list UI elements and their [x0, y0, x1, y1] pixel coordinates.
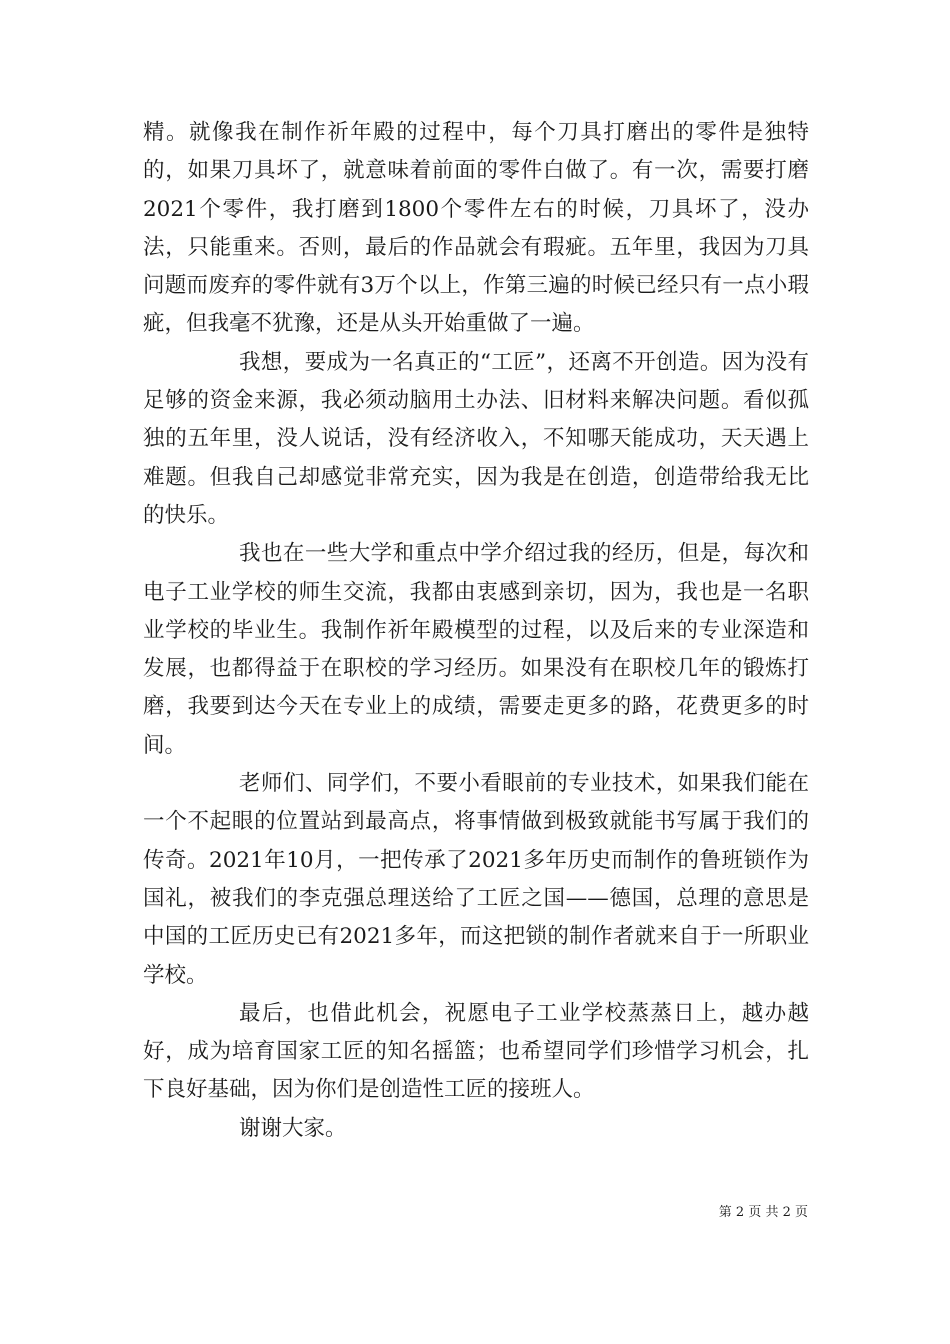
document-body — [143, 114, 809, 1148]
paragraph-continued: 精。就像我在制作祈年殿的过程中，每个刀具打磨出的零件是独特的，如果刀具坏了，就意味着前面的零件白做了。有一次，需要打磨2021个零件，我打磨到1800个零件左右的时候，刀具坏了，没办法，只能重来。否则，最后的作品就会有瑕疵。五年里，我因为刀具问题而废弃的零件就有3万个以上，作第三遍的时候已经只有一点小瑕疵，但我毫不犹豫，还是从头开始重做了一遍。 — [143, 120, 809, 337]
page-number: 第 2 页 共 2 页 — [718, 1205, 808, 1220]
paragraph-luban-lock: 老师们、同学们，不要小看眼前的专业技术，如果我们能在一个不起眼的位置站到最高点，将事情做到极致就能书写属于我们的传奇。2021年10月，一把传承了2021多年历史而制作的鲁班锁作为国礼，被我们的李克强总理送给了工匠之国——德国，总理的意思是中国的工匠历史已有2021多年，而这把锁的制作者就来自于一所职业学校。 — [143, 771, 809, 988]
paragraph-thanks: 谢谢大家。 — [239, 1115, 347, 1141]
paragraph-closing-wishes: 最后，也借此机会，祝愿电子工业学校蒸蒸日上，越办越好，成为培育国家工匠的知名摇篮；也希望同学们珍惜学习机会，扎下良好基础，因为你们是创造性工匠的接班人。 — [143, 1000, 809, 1103]
paragraph-creation: 我想，要成为一名真正的“工匠”，还离不开创造。因为没有足够的资金来源，我必须动脑用土办法、旧材料来解决问题。看似孤独的五年里，没人说话，没有经济收入，不知哪天能成功，天天遇上难题。但我自己却感觉非常充实，因为我是在创造，创造带给我无比的快乐。 — [143, 349, 809, 528]
paragraph-vocational-school: 我也在一些大学和重点中学介绍过我的经历，但是，每次和电子工业学校的师生交流，我都由衷感到亲切，因为，我也是一名职业学校的毕业生。我制作祈年殿模型的过程，以及后来的专业深造和发展，也都得益于在职校的学习经历。如果没有在职校几年的锻炼打磨，我要到达今天在专业上的成绩，需要走更多的路，花费更多的时间。 — [143, 541, 809, 758]
